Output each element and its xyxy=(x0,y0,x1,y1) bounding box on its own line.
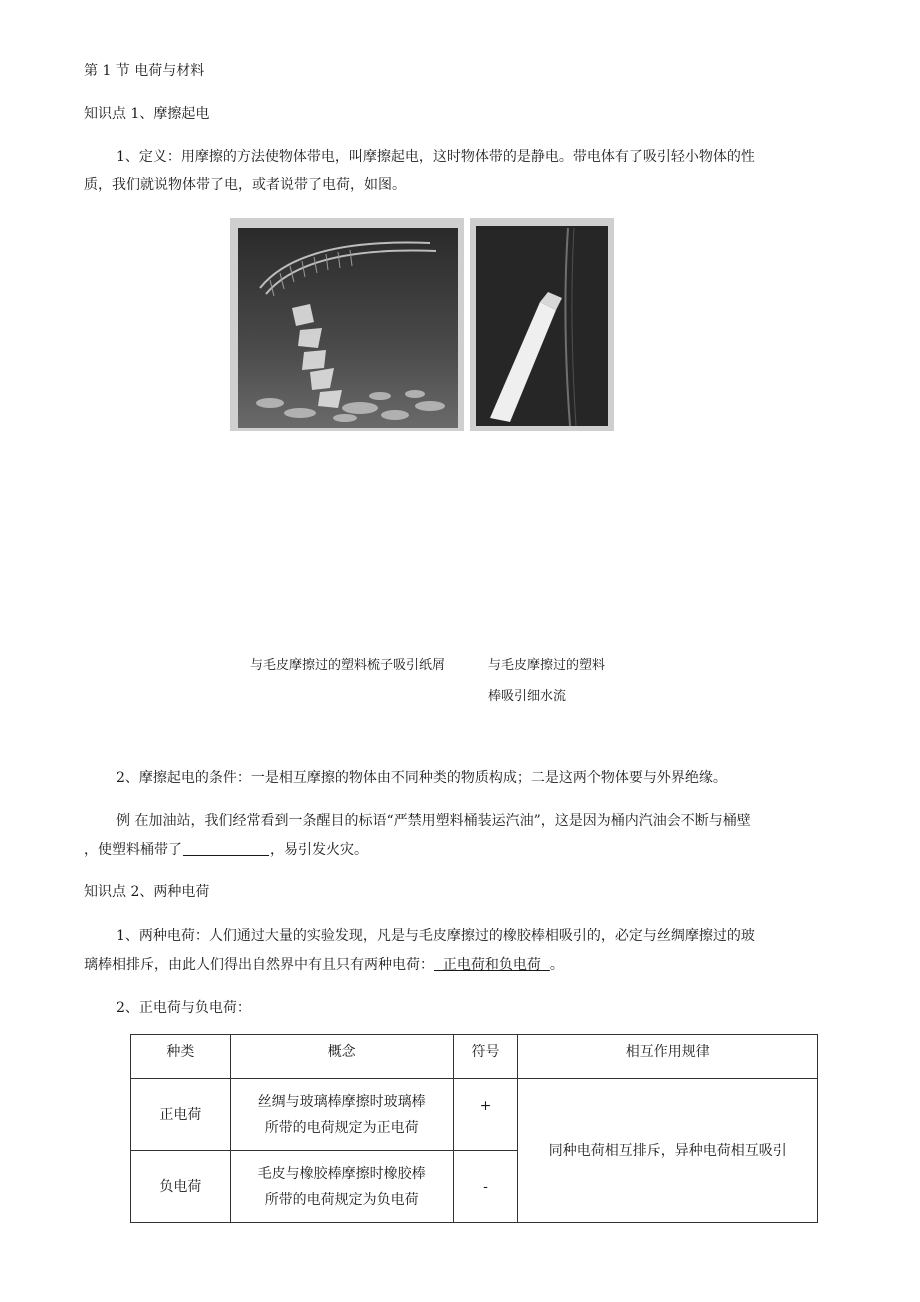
kind-positive: 正电荷 xyxy=(131,1079,231,1151)
header-concept: 概念 xyxy=(230,1035,453,1079)
rod-water-illustration xyxy=(470,218,614,431)
kind-negative: 负电荷 xyxy=(131,1151,231,1223)
caption-rod-line1: 与毛皮摩擦过的塑料 xyxy=(488,658,606,673)
two-charges-line1: 1、两种电荷：人们通过大量的实验发现，凡是与毛皮摩擦过的橡胶棒相吸引的，必定与丝绸摩擦过的玻 xyxy=(116,928,755,944)
section-title: 第 1 节 电荷与材料 xyxy=(84,63,205,79)
kp1-heading: 知识点 1、摩擦起电 xyxy=(84,106,210,122)
kp1-condition: 2、摩擦起电的条件：一是相互摩擦的物体由不同种类的物质构成；二是这两个物体要与外界绝缘。 xyxy=(116,770,727,786)
photo-rod-water xyxy=(470,218,614,431)
kp1-definition-line1: 1、定义：用摩擦的方法使物体带电，叫摩擦起电，这时物体带的是静电。带电体有了吸引轻小物体的性 xyxy=(116,149,755,165)
kp2-heading: 知识点 2、两种电荷 xyxy=(84,884,210,900)
concept-negative-line2: 所带的电荷规定为负电荷 xyxy=(264,1191,419,1208)
concept-negative-line1: 毛皮与橡胶棒摩擦时橡胶棒 xyxy=(257,1165,426,1182)
concept-positive xyxy=(230,1079,453,1151)
kp1-definition-line2: 质，我们就说物体带了电，或者说带了电荷，如图。 xyxy=(84,177,406,193)
example-line1: 例 在加油站，我们经常看到一条醒目的标语“严禁用塑料桶装运汽油”，这是因为桶内汽油会不断与桶壁 xyxy=(116,813,751,829)
comb-paper-illustration xyxy=(230,218,464,431)
photo-comb-paper xyxy=(230,218,464,431)
two-charges-answer: 正电荷和负电荷 xyxy=(434,957,550,973)
table-header-row xyxy=(131,1035,818,1079)
header-rule: 相互作用规律 xyxy=(518,1035,818,1079)
header-symbol: 符号 xyxy=(453,1035,518,1079)
header-kind: 种类 xyxy=(131,1035,231,1079)
two-charges-line2 xyxy=(84,955,564,975)
example-text-after-blank: ，易引发火灾。 xyxy=(270,842,368,858)
concept-positive-line1: 丝绸与玻璃棒摩擦时玻璃棒 xyxy=(257,1093,426,1110)
concept-negative xyxy=(230,1151,453,1223)
two-charges-text: 璃棒相排斥，由此人们得出自然界中有且只有两种电荷： xyxy=(84,957,434,973)
caption-comb: 与毛皮摩擦过的塑料梳子吸引纸屑 xyxy=(250,658,446,673)
example-text-before-blank: ，使塑料桶带了 xyxy=(84,842,182,858)
interaction-rule: 同种电荷相互排斥，异种电荷相互吸引 xyxy=(518,1079,818,1223)
concept-positive-line2: 所带的电荷规定为正电荷 xyxy=(264,1119,419,1136)
caption-rod-line2: 棒吸引细水流 xyxy=(488,689,567,704)
two-charges-period: 。 xyxy=(549,957,564,973)
example-line2 xyxy=(84,840,368,860)
charge-table xyxy=(130,1034,818,1223)
answer-blank[interactable] xyxy=(183,841,269,856)
symbol-positive: + xyxy=(453,1079,518,1151)
pos-neg-heading: 2、正电荷与负电荷： xyxy=(116,1000,251,1016)
symbol-negative: - xyxy=(453,1151,518,1223)
table-row xyxy=(131,1079,818,1151)
